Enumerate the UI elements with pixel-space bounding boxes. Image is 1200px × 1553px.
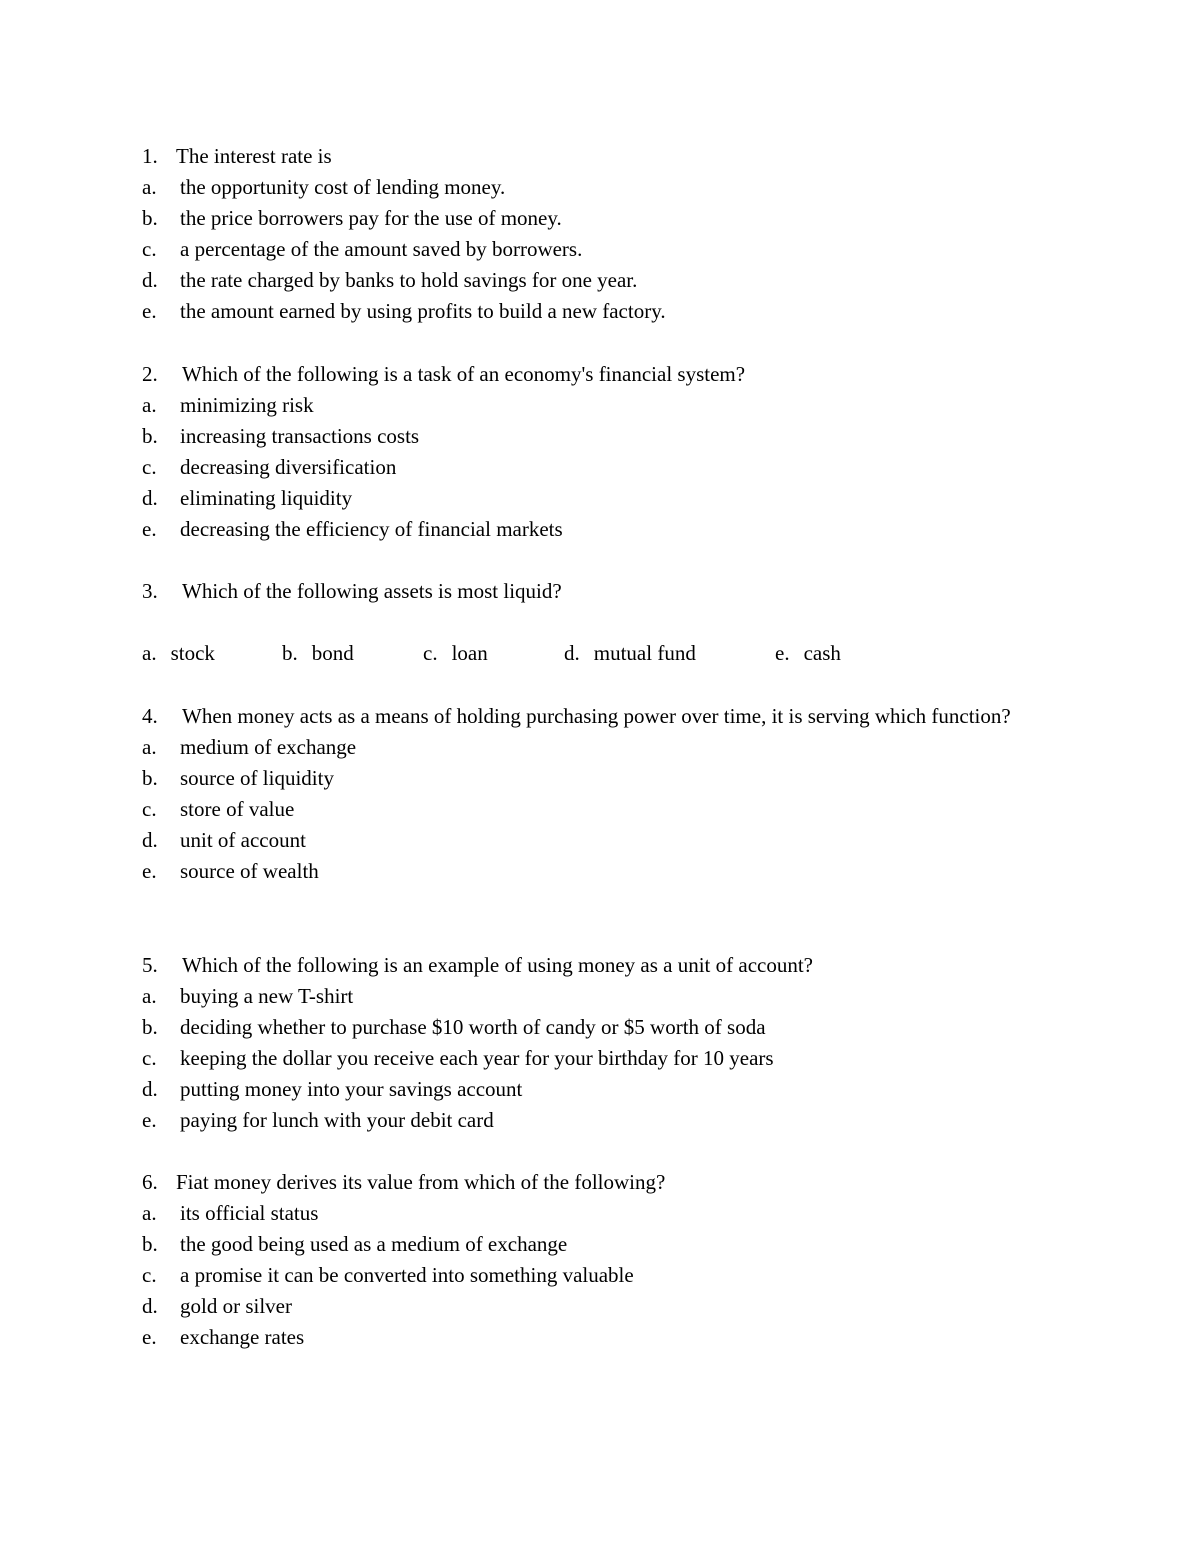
answer-option [564, 638, 696, 669]
answer-option [142, 732, 1042, 763]
option-text: the good being used as a medium of exchange [180, 1232, 568, 1256]
option-text: the price borrowers pay for the use of money. [180, 206, 562, 230]
blank-line [142, 607, 1042, 638]
option-letter: e. [142, 299, 157, 323]
option-text: cash [803, 641, 841, 665]
question-stem [142, 141, 1042, 172]
answer-option [142, 794, 1042, 825]
question-text: Fiat money derives its value from which of the following? [176, 1170, 666, 1194]
question-text: When money acts as a means of holding purchasing power over time, it is serving which function? [182, 704, 1011, 728]
option-text: deciding whether to purchase $10 worth of candy or $5 worth of soda [180, 1015, 766, 1039]
option-text: putting money into your savings account [180, 1077, 523, 1101]
answer-option [142, 265, 1042, 296]
option-letter: c. [142, 1046, 157, 1070]
option-text: the opportunity cost of lending money. [180, 175, 506, 199]
question-number: 2. [142, 362, 158, 386]
answer-option [142, 1322, 1042, 1353]
option-letter: e. [142, 517, 157, 541]
answer-option [142, 1229, 1042, 1260]
option-letter: d. [142, 1077, 158, 1101]
answer-option [142, 763, 1042, 794]
option-letter: c. [142, 797, 157, 821]
answer-option [142, 1291, 1042, 1322]
option-text: stock [170, 641, 215, 665]
question-4 [142, 700, 1042, 887]
option-text: source of wealth [180, 859, 319, 883]
option-letter: d. [142, 828, 158, 852]
question-number: 5. [142, 953, 158, 977]
option-letter: c. [423, 641, 438, 665]
question-text: Which of the following is a task of an economy's financial system? [182, 362, 746, 386]
option-letter: b. [142, 1015, 158, 1039]
answer-option [142, 638, 215, 669]
answer-option [142, 1198, 1042, 1229]
answer-option [775, 638, 841, 669]
option-text: keeping the dollar you receive each year for your birthday for 10 years [180, 1046, 774, 1070]
answer-option [142, 390, 1042, 421]
option-letter: e. [142, 1325, 157, 1349]
answer-option [142, 1012, 1042, 1043]
question-stem [142, 576, 1042, 607]
option-letter: b. [142, 766, 158, 790]
option-letter: d. [142, 268, 158, 292]
answer-option [142, 981, 1042, 1012]
option-text: mutual fund [593, 641, 696, 665]
answer-option [142, 1043, 1042, 1074]
question-3 [142, 576, 1042, 669]
option-text: buying a new T-shirt [180, 984, 354, 1008]
answer-option [142, 452, 1042, 483]
answer-option [142, 203, 1042, 234]
option-text: increasing transactions costs [180, 424, 420, 448]
inline-answer-options [142, 638, 1042, 669]
answer-option [142, 234, 1042, 265]
option-letter: d. [142, 486, 158, 510]
answer-option [142, 483, 1042, 514]
answer-option [142, 296, 1042, 327]
answer-option [142, 825, 1042, 856]
option-text: bond [311, 641, 354, 665]
answer-option [142, 856, 1042, 887]
option-text: decreasing diversification [180, 455, 397, 479]
option-text: exchange rates [180, 1325, 305, 1349]
question-5 [142, 950, 1042, 1136]
question-text: Which of the following is an example of using money as a unit of account? [182, 953, 813, 977]
option-letter: d. [142, 1294, 158, 1318]
option-letter: a. [142, 393, 157, 417]
option-text: unit of account [180, 828, 306, 852]
option-text: the rate charged by banks to hold savings for one year. [180, 268, 638, 292]
option-letter: c. [142, 1263, 157, 1287]
option-letter: a. [142, 735, 157, 759]
question-text: Which of the following assets is most liquid? [182, 579, 562, 603]
answer-option [142, 1074, 1042, 1105]
option-letter: b. [142, 206, 158, 230]
question-stem [142, 1167, 1042, 1198]
option-letter: b. [282, 641, 298, 665]
option-text: a percentage of the amount saved by borrowers. [180, 237, 583, 261]
option-letter: b. [142, 1232, 158, 1256]
option-text: loan [451, 641, 488, 665]
question-stem [142, 359, 1042, 390]
option-text: medium of exchange [180, 735, 357, 759]
question-number: 6. [142, 1170, 158, 1194]
option-letter: e. [775, 641, 790, 665]
answer-option [142, 514, 1042, 545]
option-text: the amount earned by using profits to build a new factory. [180, 299, 666, 323]
option-text: source of liquidity [180, 766, 334, 790]
option-letter: b. [142, 424, 158, 448]
option-text: minimizing risk [180, 393, 314, 417]
option-letter: a. [142, 1201, 157, 1225]
option-letter: a. [142, 641, 157, 665]
answer-option [142, 1105, 1042, 1136]
option-letter: c. [142, 237, 157, 261]
answer-option [142, 1260, 1042, 1291]
option-text: its official status [180, 1201, 319, 1225]
option-text: store of value [180, 797, 295, 821]
question-stem [142, 700, 1022, 732]
option-letter: e. [142, 859, 157, 883]
option-text: paying for lunch with your debit card [180, 1108, 494, 1132]
answer-option [423, 638, 488, 669]
answer-option [142, 421, 1042, 452]
answer-option [142, 172, 1042, 203]
option-text: eliminating liquidity [180, 486, 353, 510]
option-letter: c. [142, 455, 157, 479]
option-text: decreasing the efficiency of financial markets [180, 517, 563, 541]
question-stem [142, 950, 1042, 981]
option-letter: e. [142, 1108, 157, 1132]
option-letter: d. [564, 641, 580, 665]
option-letter: a. [142, 175, 157, 199]
answer-option [282, 638, 354, 669]
question-text: The interest rate is [176, 144, 332, 168]
question-2 [142, 359, 1042, 545]
option-text: gold or silver [180, 1294, 292, 1318]
question-1 [142, 141, 1042, 327]
question-6 [142, 1167, 1042, 1353]
question-number: 1. [142, 144, 158, 168]
question-number: 3. [142, 579, 158, 603]
option-text: a promise it can be converted into something valuable [180, 1263, 634, 1287]
question-number: 4. [142, 704, 158, 728]
option-letter: a. [142, 984, 157, 1008]
